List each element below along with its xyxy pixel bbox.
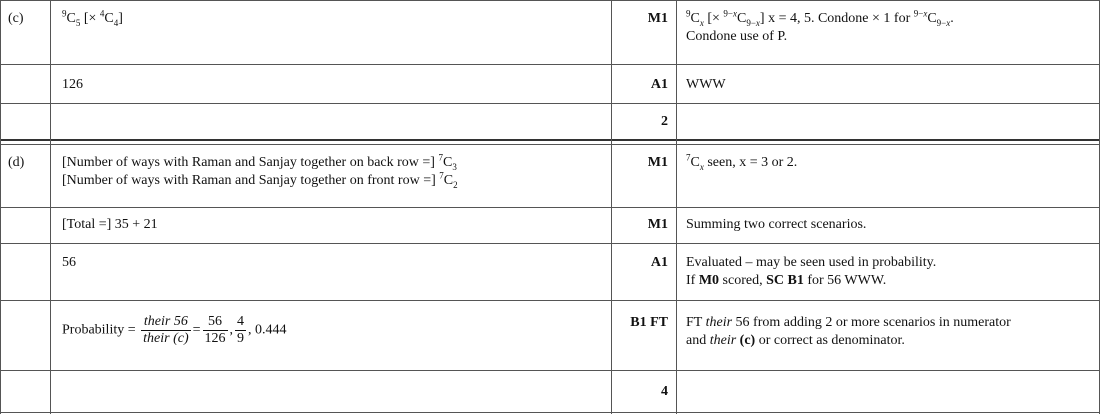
row-divider	[0, 207, 1100, 208]
answer-cell: 126	[62, 77, 83, 92]
guidance-cell: and their (c) or correct as denominator.	[686, 333, 905, 348]
guidance-bold: SC B1	[766, 273, 804, 288]
part-label: (d)	[8, 155, 25, 170]
row-divider	[0, 64, 1100, 65]
row-divider	[0, 0, 1100, 1]
answer-cell: $^9C_5$ [× $^4C_4$]	[62, 8, 123, 28]
answer-cell: [Total =] 35 + 21	[62, 217, 158, 232]
row-divider	[0, 103, 1100, 104]
row-divider	[0, 243, 1100, 244]
guidance-text: scored,	[719, 273, 767, 288]
guidance-cell	[686, 272, 886, 290]
fraction-denominator: their (c)	[143, 331, 189, 346]
mark-cell: M1	[647, 11, 668, 26]
column-divider	[0, 0, 1, 414]
total-marks: 4	[661, 384, 668, 399]
answer-text: , 0.444	[248, 322, 287, 338]
fraction	[141, 314, 190, 347]
column-divider	[50, 0, 51, 414]
fraction-denominator: 126	[204, 331, 226, 346]
total-marks: 2	[661, 114, 668, 129]
guidance-text: If	[686, 273, 699, 288]
answer-text: [Number of ways with Raman and Sanjay together on back row =]	[62, 155, 439, 170]
answer-cell: 56	[62, 255, 76, 270]
guidance-text: for 56 WWW.	[803, 273, 887, 288]
mark-cell: A1	[650, 255, 668, 270]
guidance-text: ] x = 4, 5. Condone × 1 for	[759, 11, 914, 26]
answer-text: [Number of ways with Raman and Sanjay together on front row =]	[62, 173, 440, 188]
part-label: (c)	[8, 11, 24, 26]
guidance-cell: Evaluated – may be seen used in probability.	[686, 255, 937, 270]
guidance-cell: WWW	[686, 77, 726, 92]
answer-text: Probability =	[62, 322, 136, 338]
section-divider	[0, 139, 1100, 141]
fraction	[235, 314, 246, 347]
guidance-cell: $^7C_x$ seen, x = 3 or 2.	[686, 152, 798, 172]
answer-cell: [Number of ways with Raman and Sanjay together on back row =] $^7C_3$	[62, 152, 457, 172]
mark-cell: M1	[647, 217, 668, 232]
row-divider	[0, 370, 1100, 371]
mark-cell: A1	[650, 77, 668, 92]
fraction	[203, 314, 228, 347]
guidance-text: seen, x = 3 or 2.	[703, 155, 798, 170]
row-divider	[0, 300, 1100, 301]
column-divider	[676, 0, 677, 414]
guidance-bold: M0	[698, 273, 720, 288]
guidance-cell: FT their 56 from adding 2 or more scenarios in numerator	[686, 315, 1011, 330]
fraction-numerator: 56	[203, 314, 228, 331]
mark-cell: B1 FT	[630, 315, 668, 330]
answer-cell: [Number of ways with Raman and Sanjay together on front row =] $^7C_2$	[62, 170, 458, 190]
probability-expression: Probability = $\frac{\text{their 56}}{\text{their (c)}}$ = $\frac{56}{126}$ , $\frac{4}{9}$ , 0.444	[62, 314, 287, 346]
fraction-numerator: 4	[237, 314, 245, 329]
fraction-numerator: their 56	[141, 314, 190, 331]
guidance-cell: Condone use of P.	[686, 29, 788, 44]
column-divider	[611, 0, 612, 414]
fraction-denominator: 9	[237, 331, 245, 346]
row-divider	[0, 412, 1100, 413]
guidance-cell: $^9C_x$ [× $^{9-x}C_{9-x}$] x = 4, 5. Condone × 1 for $^{9-x}C_{9-x}$.	[686, 8, 954, 28]
mark-cell: M1	[647, 155, 668, 170]
row-divider	[0, 144, 1100, 145]
guidance-cell: Summing two correct scenarios.	[686, 217, 867, 232]
